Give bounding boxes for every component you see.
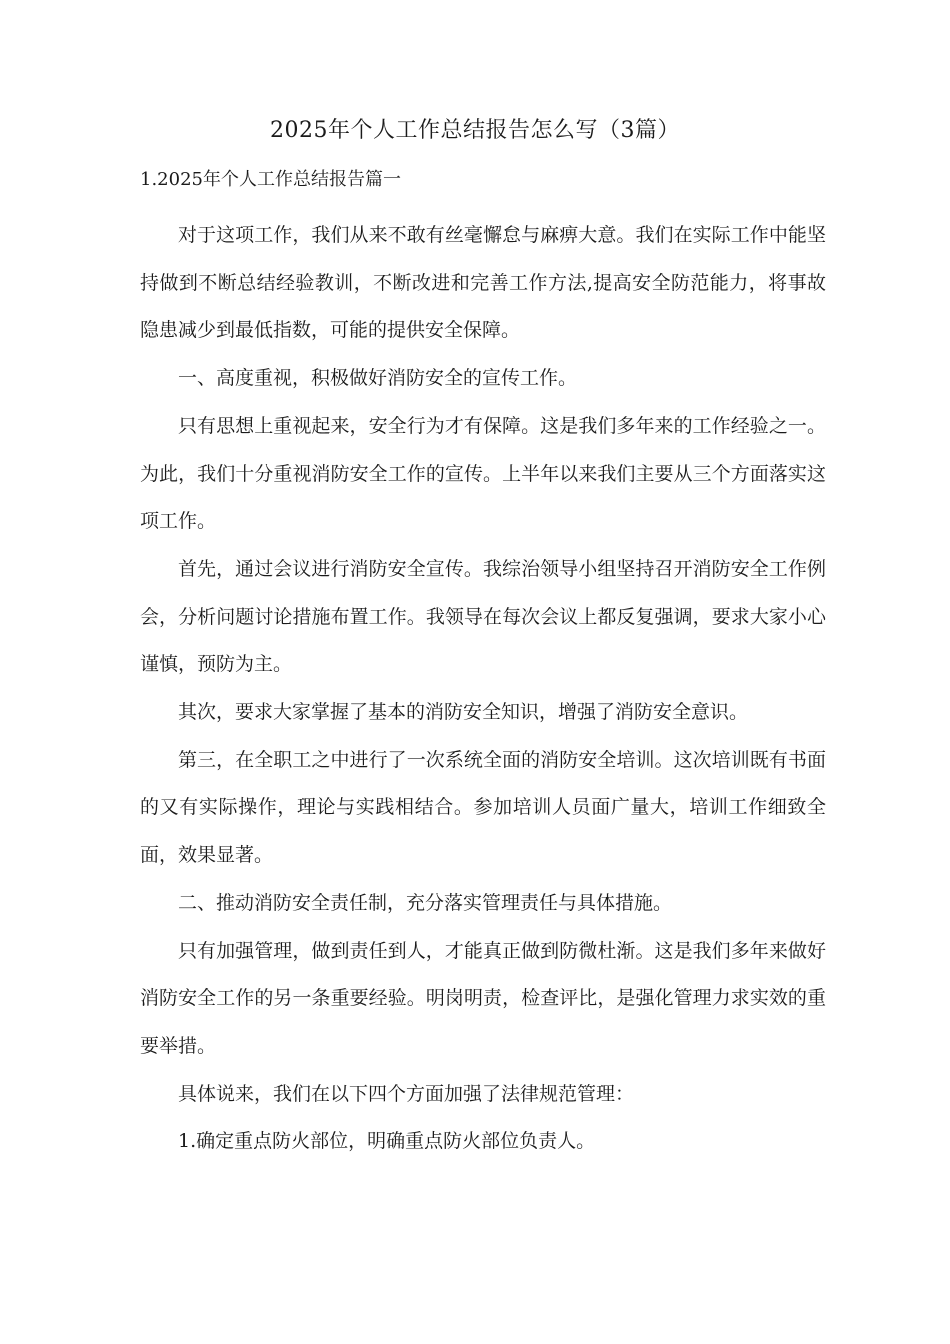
section-heading: 1.2025年个人工作总结报告篇一 [140, 169, 401, 190]
document-title: 2025年个人工作总结报告怎么写（3篇） [270, 118, 680, 143]
paragraph: 只有思想上重视起来，安全行为才有保障。这是我们多年来的工作经验之一。为此，我们十分重视消防安全工作的宣传。上半年以来我们主要从三个方面落实这项工作。 [140, 414, 826, 533]
paragraph: 其次，要求大家掌握了基本的消防安全知识，增强了消防安全意识。 [178, 701, 749, 724]
paragraph: 1.确定重点防火部位，明确重点防火部位负责人。 [178, 1130, 596, 1153]
paragraph: 第三，在全职工之中进行了一次系统全面的消防安全培训。这次培训既有书面的又有实际操作，理论与实践相结合。参加培训人员面广量大，培训工作细致全面，效果显著。 [140, 748, 826, 867]
paragraph: 首先，通过会议进行消防安全宣传。我综治领导小组坚持召开消防安全工作例会，分析问题讨论措施布置工作。我领导在每次会议上都反复强调，要求大家小心谨慎，预防为主。 [140, 557, 826, 676]
paragraph: 对于这项工作，我们从来不敢有丝毫懈怠与麻痹大意。我们在实际工作中能坚持做到不断总结经验教训，不断改进和完善工作方法,提高安全防范能力，将事故隐患减少到最低指数，可能的提供安全保障。 [140, 224, 826, 342]
paragraph: 一、高度重视，积极做好消防安全的宣传工作。 [178, 367, 578, 390]
document-body [140, 212, 826, 1166]
paragraph: 具体说来，我们在以下四个方面加强了法律规范管理： [178, 1082, 635, 1105]
paragraph: 二、推动消防安全责任制，充分落实管理责任与具体措施。 [178, 891, 673, 914]
paragraph: 只有加强管理，做到责任到人，才能真正做到防微杜渐。这是我们多年来做好消防安全工作的另一条重要经验。明岗明责，检查评比，是强化管理力求实效的重要举措。 [140, 939, 826, 1057]
